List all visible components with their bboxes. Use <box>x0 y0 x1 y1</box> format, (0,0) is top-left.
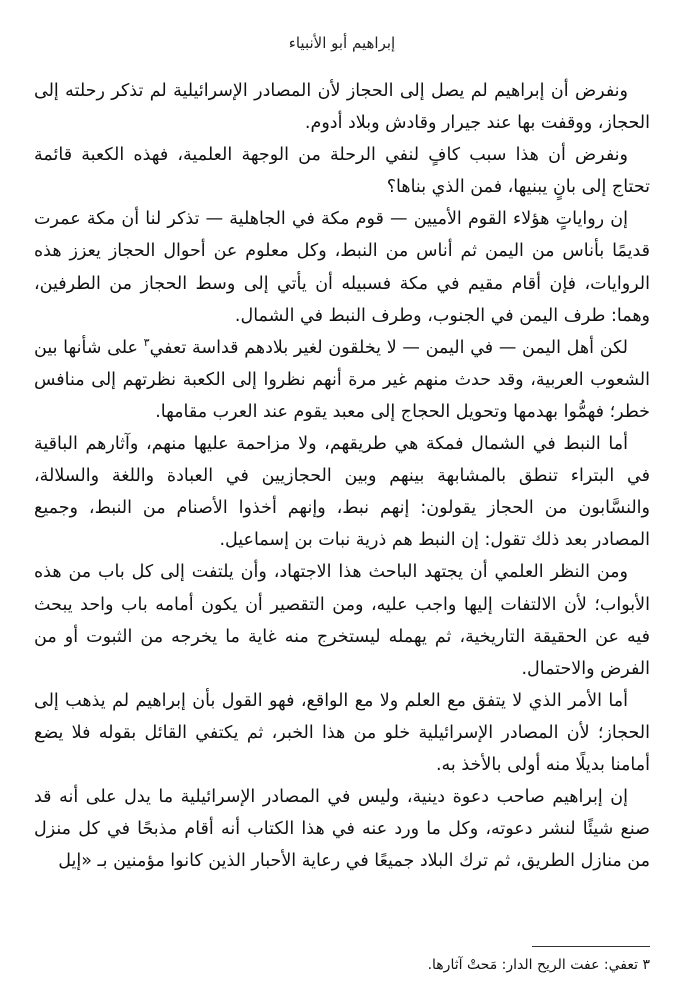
body-text <box>34 75 650 877</box>
paragraph-with-note <box>34 332 650 428</box>
paragraph: إن إبراهيم صاحب دعوة دينية، وليس في المصادر الإسرائيلية ما يدل على أنه قد صنع شيئًا لنشر دعوته، وكل ما ورد عنه في هذا الكتاب أنه أقام مذبحًا في كل منزل من منازل الطريق، ثم ترك البلاد جميعًا في رعاية الأحبار الذين كانوا مؤمنين بـ «إيل <box>34 787 650 872</box>
footnote <box>34 955 650 975</box>
paragraph-text: لكن أهل اليمن — في اليمن — لا يخلقون لغير بلادهم قداسة تعفي <box>149 337 629 358</box>
paragraph-text: على شأنها بين الشعوب العربية، وقد حدث منهم غير مرة أنهم نظروا إلى الكعبة نظرتهم إلى منافس خطر؛ فهمُّوا بهدمها وتحويل الحجاج إلى معبد يقوم عند العرب مقامها. <box>34 337 650 422</box>
running-title: إبراهيم أبو الأنبياء <box>288 34 396 52</box>
footnote-number: ٣ <box>642 957 650 973</box>
paragraph: ونفرض أن إبراهيم لم يصل إلى الحجاز لأن المصادر الإسرائيلية لم تذكر رحلته إلى الحجاز، ووقفت بها عند جيرار وقادش وبلاد أدوم. <box>34 81 650 134</box>
paragraph: ومن النظر العلمي أن يجتهد الباحث هذا الاجتهاد، وأن يلتفت إلى كل باب من هذه الأبواب؛ لأن الالتفات إليها واجب عليه، ومن التقصير أن يكون أمامه باب واحد يبحث فيه عن الحقيقة التاريخية، ثم يهمله ليستخرج منه غاية ما يخرجه من الثبوت أو من الفرض والاحتمال. <box>34 562 650 679</box>
paragraph: إن رواياتٍ هؤلاء القوم الأميين — قوم مكة في الجاهلية — تذكر لنا أن مكة عمرت قديمًا بأناس من اليمن ثم أناس من النبط، وكل معلوم عن أحوال الحجاز يعزز هذه الروايات، فإن أقام مقيم في مكة فسبيله أن يأتي إلى وسط الحجاز من الطرفين، وهما: طرف اليمن في الجنوب، وطرف النبط في الشمال. <box>34 209 650 326</box>
paragraph: أما الأمر الذي لا يتفق مع العلم ولا مع الواقع، فهو القول بأن إبراهيم لم يذهب إلى الحجاز؛ لأن المصادر الإسرائيلية خلو من هذا الخبر، ثم يكتفي القائل بقوله فلا يضع أمامنا بديلًا منه أولى بالأخذ به. <box>34 690 650 775</box>
footnote-text: تعفي: عفت الريح الدار: مَحتْ آثارها. <box>427 957 643 973</box>
paragraph: ونفرض أن هذا سبب كافٍ لنفي الرحلة من الوجهة العلمية، فهذه الكعبة قائمة تحتاج إلى بانٍ يبنيها، فمن الذي بناها؟ <box>34 145 650 198</box>
paragraph: أما النبط في الشمال فمكة هي طريقهم، ولا مزاحمة عليها منهم، وآثارهم الباقية في البتراء تنطق بالمشابهة بينهم وبين الحجازيين في العبادة واللغة والسلالة، والنسَّابون من الحجاز يقولون: إنهم نبط، وإنهم أخذوا الأصنام من النبط، وجميع المصادر بعد ذلك تقول: إن النبط هم ذرية نبات بن إسماعيل. <box>34 434 650 551</box>
footnote-divider <box>532 946 650 947</box>
footnote-marker[interactable]: ٣ <box>143 335 150 349</box>
